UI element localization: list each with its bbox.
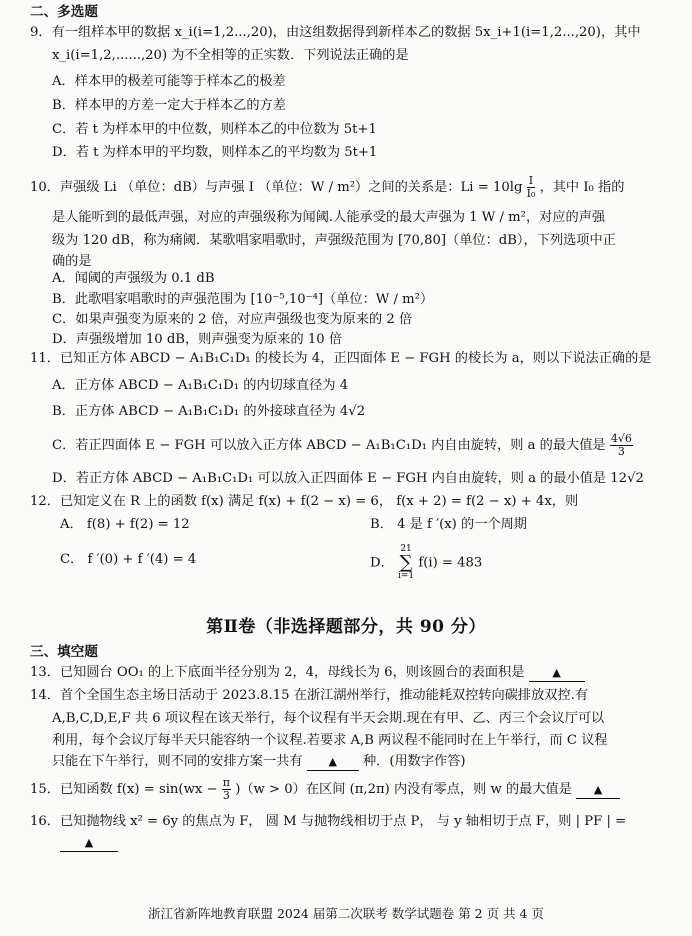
q14-stem-line2: A,B,C,D,E,F 共 6 项议程在该天举行，每个议程有半天会期.现在有甲、乙、丙三个会议厅可以 <box>52 711 605 726</box>
q12-option-d <box>370 545 482 581</box>
q9-option-c: C．若 t 为样本甲的中位数，则样本乙的中位数为 5t+1 <box>52 122 377 137</box>
q16-stem: 16．已知抛物线 x² = 6y 的焦点为 F， 圆 M 与抛物线相切于点 P， 与 y 轴相切于点 F，则 | PF | = <box>30 814 627 829</box>
part2-title: 第Ⅱ卷（非选择题部分，共 90 分） <box>206 617 486 637</box>
q10-stem-line3: 级为 120 dB，称为痛阈．某歌唱家唱歌时，声强级范围为 [70,80]（单位：dB），下列选项中正 <box>52 233 616 248</box>
q10-option-b: B．此歌唱家唱歌时的声强范围为 [10⁻⁵,10⁻⁴]（单位：W / m²） <box>52 292 434 307</box>
q13-text: 13．已知圆台 OO₁ 的上下底面半径分别为 2，4，母线长为 6，则该圆台的表面积是 <box>30 665 525 680</box>
q15-answer-blank <box>576 781 620 799</box>
q12-option-d-expr: f(i) = 483 <box>418 555 483 571</box>
sum-lower: i=1 <box>397 571 415 581</box>
blank-triangle-icon: ▲ <box>84 836 94 849</box>
sum-upper: 21 <box>400 544 412 554</box>
q12-option-d-label: D． <box>370 555 394 571</box>
q14-stem: 14．首个全国生态主场日活动于 2023.8.15 在浙江湖州举行，推动能耗双控转向碳排放双控.有 <box>30 688 589 703</box>
q11-stem: 11．已知正方体 ABCD − A₁B₁C₁D₁ 的棱长为 4，正四面体 E − FGH 的棱长为 a，则以下说法正确的是 <box>30 351 652 366</box>
section-header-multiple-choice: 二、多选题 <box>30 4 98 20</box>
blank-triangle-icon: ▲ <box>552 666 561 679</box>
q16-answer-blank <box>60 834 118 852</box>
blank-triangle-icon: ▲ <box>593 783 603 796</box>
q10-option-a: A．闻阈的声强级为 0.1 dB <box>52 271 215 286</box>
q13-stem <box>30 664 692 682</box>
q15-frac-den: 3 <box>222 789 230 802</box>
q15-text-a: 15．已知函数 f(x) = sin(wx − <box>30 782 218 797</box>
q10-option-d: D．声强级增加 10 dB，则声强变为原来的 10 倍 <box>52 332 343 347</box>
q10-option-c: C．如果声强变为原来的 2 倍，对应声强级也变为原来的 2 倍 <box>52 312 413 327</box>
q10-frac-den: I₀ <box>526 187 536 200</box>
q13-answer-blank <box>529 664 585 682</box>
q11-option-c <box>52 433 692 458</box>
q14-answer-blank <box>307 753 359 771</box>
q11-option-c-fraction <box>610 433 633 458</box>
q14-stem-line3: 利用，每个会议厅每半天只能容纳一个议程.若要求 A,B 两议程不能同时在上午举行，而 C 议程 <box>52 733 608 748</box>
q11-option-d: D．若正方体 ABCD − A₁B₁C₁D₁ 可以放入正四面体 E − FGH 内自由旋转，则 a 的最小值是 12√2 <box>52 471 644 486</box>
q12-stem: 12．已知定义在 R 上的函数 f(x) 满足 f(x) + f(2 − x) = 6， f(x + 2) = f(2 − x) + 4x，则 <box>30 494 579 509</box>
q12-option-a: A． f(8) + f(2) = 12 <box>60 517 190 532</box>
q9-option-b: B．样本甲的方差一定大于样本乙的方差 <box>52 98 286 113</box>
q11-c-frac-num: 4√6 <box>610 432 632 445</box>
q9-option-a: A．样本甲的极差可能等于样本乙的极差 <box>52 74 286 89</box>
page-footer: 浙江省新阵地教育联盟 2024 届第二次联考 数学试题卷 第 2 页 共 4 页 <box>148 906 544 921</box>
q14-stem-line4 <box>52 753 692 771</box>
q10-stem <box>30 175 692 200</box>
q9-option-d: D．若 t 为样本甲的平均数，则样本乙的平均数为 5t+1 <box>52 145 378 160</box>
q11-option-a: A．正方体 ABCD − A₁B₁C₁D₁ 的内切球直径为 4 <box>52 378 349 393</box>
q10-stem-b: ，其中 I₀ 指的 <box>539 180 625 195</box>
q9-stem: 9．有一组样本甲的数据 x_i(i=1,2...,20)，由这组数据得到新样本乙的数据 5x_i+1(i=1,2...,20)，其中 <box>30 25 641 40</box>
q9-stem-cont: x_i(i=1,2,......,20) 为不全相等的正实数．下列说法正确的是 <box>52 48 409 63</box>
q12-option-c: C． f ′(0) + f ′(4) = 4 <box>60 552 197 567</box>
blank-triangle-icon: ▲ <box>328 755 337 768</box>
q16-answer-line <box>60 834 118 852</box>
q15-stem <box>30 777 692 802</box>
q11-option-c-text: C．若正四面体 E − FGH 可以放入正方体 ABCD − A₁B₁C₁D₁ 内自由旋转，则 a 的最大值是 <box>52 438 606 453</box>
sum-symbol: 21 ∑ i=1 <box>397 544 415 581</box>
q11-option-b: B．正方体 ABCD − A₁B₁C₁D₁ 的外接球直径为 4√2 <box>52 404 366 419</box>
q14-text-a: 只能在下午举行，则不同的安排方案一共有 <box>52 754 303 769</box>
q10-frac-num: I <box>527 175 536 188</box>
q10-stem-line4: 确的是 <box>52 254 92 269</box>
q15-text-b: )（w > 0）在区间 (π,2π) 内没有零点，则 w 的最大值是 <box>235 782 572 797</box>
q10-stem-a: 10．声强级 Li （单位：dB）与声强 I （单位：W / m²）之间的关系是：Li = 10lg <box>30 180 523 195</box>
q15-frac-num: π <box>222 776 230 789</box>
q15-fraction <box>222 777 231 802</box>
q10-stem-line2: 是人能听到的最低声强，对应的声强级称为闻阈.人能承受的最大声强为 1 W / m²，对应的声强 <box>52 210 606 225</box>
q11-c-frac-den: 3 <box>617 445 625 458</box>
q14-text-b: 种．(用数字作答) <box>362 754 466 769</box>
q12-option-b: B． 4 是 f ′(x) 的一个周期 <box>370 517 527 532</box>
q10-fraction <box>527 175 536 200</box>
section-header-fill-in: 三、填空题 <box>30 644 98 660</box>
